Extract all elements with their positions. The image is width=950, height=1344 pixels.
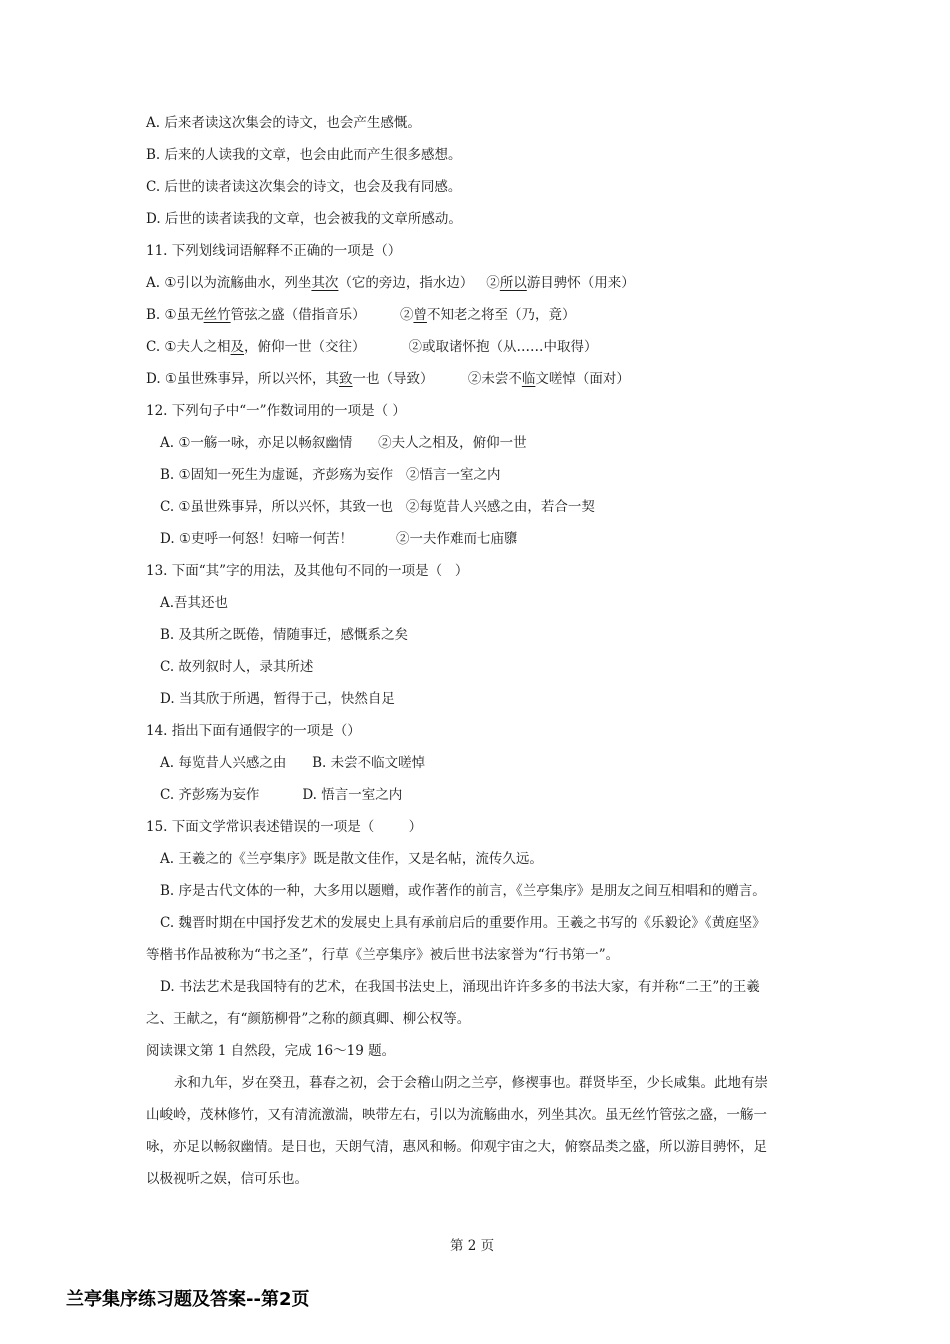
option-c-line: C. 后世的读者读这次集会的诗文，也会及我有同感。 [146,179,462,195]
question-12-option-a: A. ①一觞一咏，亦足以畅叙幽情 ②夫人之相及，俯仰一世 [160,435,527,451]
question-12-option-c: C. ①虽世殊事异，所以兴怀，其致一也 ②每览昔人兴感之由，若合一契 [160,499,595,515]
question-13-option-c: C. 故列叙时人，录其所述 [160,659,314,675]
passage-line-2: 山峻岭，茂林修竹，又有清流激湍，映带左右，引以为流觞曲水，列坐其次。虽无丝竹管弦之盛，一觞一 [146,1107,767,1123]
page-number: 第 2 页 [450,1238,495,1254]
reading-instruction: 阅读课文第 1 自然段，完成 16～19 题。 [146,1043,396,1059]
question-15-option-c-line-1: C. 魏晋时期在中国抒发艺术的发展史上具有承前启后的重要作用。王羲之书写的《乐毅论》《黄庭坚》 [160,915,766,931]
question-13-option-a: A.吾其还也 [160,595,229,611]
question-13: 13. 下面“其”字的用法，及其他句不同的一项是（ ） [146,563,469,579]
question-15: 15. 下面文学常识表述错误的一项是（ ） [146,819,423,835]
option-b-line: B. 后来的人读我的文章，也会由此而产生很多感想。 [146,147,462,163]
question-12-option-d: D. ①吏呼一何怒！妇啼一何苦！ ②一夫作难而七庙隳 [160,531,518,547]
question-12-option-b: B. ①固知一死生为虚诞，齐彭殇为妄作 ②悟言一室之内 [160,467,501,483]
question-11-option-a: A. ①引以为流觞曲水，列坐其次（它的旁边，指水边） ②所以游目骋怀（用来） [146,275,635,291]
question-15-option-a: A. 王羲之的《兰亭集序》既是散文佳作，又是名帖，流传久远。 [160,851,543,867]
question-12: 12. 下列句子中“一”作数词用的一项是（ ） [146,403,406,419]
passage-line-1: 永和九年，岁在癸丑，暮春之初，会于会稽山阴之兰亭，修禊事也。群贤毕至，少长咸集。此地有崇 [174,1075,768,1091]
passage-line-3: 咏，亦足以畅叙幽情。是日也，天朗气清，惠风和畅。仰观宇宙之大，俯察品类之盛，所以游目骋怀，足 [146,1139,767,1155]
option-d-line: D. 后世的读者读我的文章，也会被我的文章所感动。 [146,211,462,227]
question-11-option-d: D. ①虽世殊事异，所以兴怀，其致一也（导致） ②未尝不临文嗟悼（面对） [146,371,630,387]
question-11: 11. 下列划线词语解释不正确的一项是（） [146,243,402,259]
question-13-option-d: D. 当其欣于所遇，暂得于己，快然自足 [160,691,395,707]
question-15-option-d-line-1: D. 书法艺术是我国特有的艺术，在我国书法史上，涌现出许许多多的书法大家，有并称“二王”的王羲 [160,979,760,995]
question-11-option-b: B. ①虽无丝竹管弦之盛（借指音乐） ②曾不知老之将至（乃，竟） [146,307,576,323]
question-14-options-cd: C. 齐彭殇为妄作 D. 悟言一室之内 [160,787,403,803]
option-a-line: A. 后来者读这次集会的诗文，也会产生感慨。 [146,115,421,131]
question-15-option-b: B. 序是古代文体的一种，大多用以题赠，或作著作的前言，《兰亭集序》是朋友之间互相唱和的赠言。 [160,883,766,899]
question-11-option-c: C. ①夫人之相及，俯仰一世（交往） ②或取诸怀抱（从……中取得） [146,339,598,355]
question-14-options-ab: A. 每览昔人兴感之由 B. 未尝不临文嗟悼 [160,755,426,771]
passage-line-4: 以极视听之娱，信可乐也。 [146,1171,308,1187]
question-14: 14. 指出下面有通假字的一项是（） [146,723,361,739]
question-15-option-c-line-2: 等楷书作品被称为“书之圣”，行草《兰亭集序》被后世书法家誉为“行书第一”。 [146,947,620,963]
question-13-option-b: B. 及其所之既倦，情随事迁，感慨系之矣 [160,627,409,643]
footer-title: 兰亭集序练习题及答案--第2页 [66,1289,310,1310]
question-15-option-d-line-2: 之、王献之，有“颜筋柳骨”之称的颜真卿、柳公权等。 [146,1011,471,1027]
